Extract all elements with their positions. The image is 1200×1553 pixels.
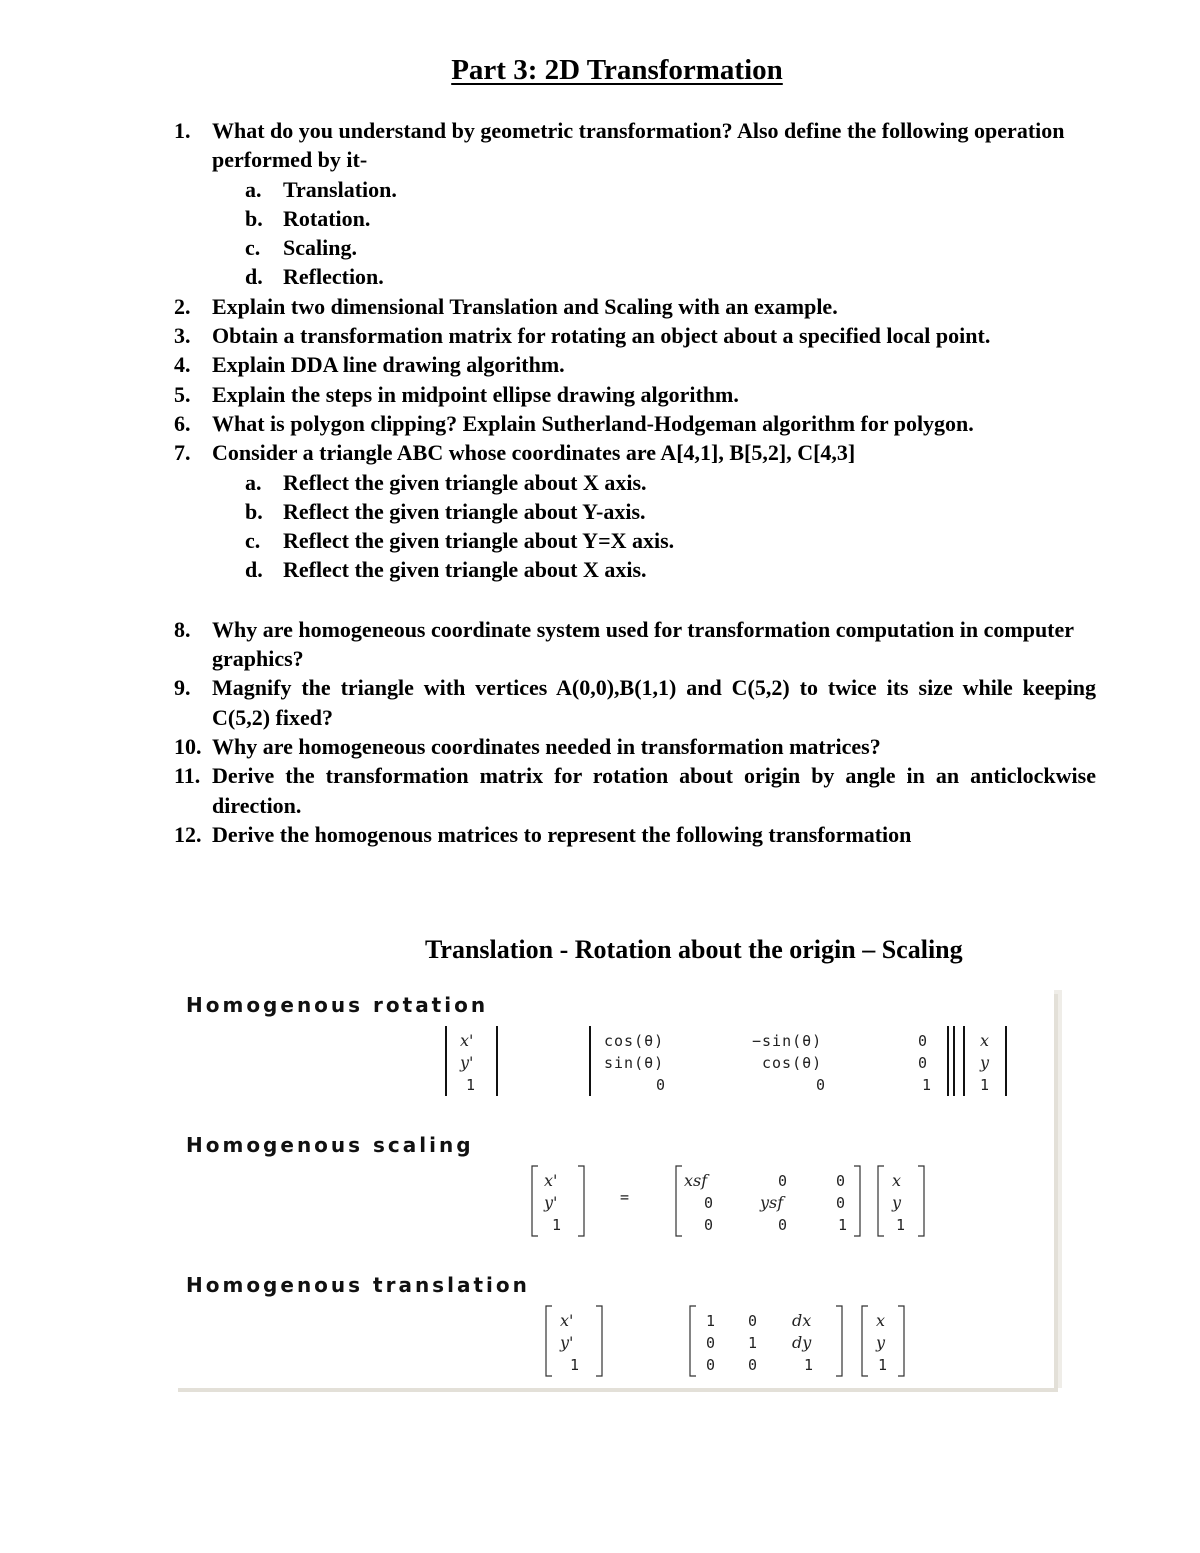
question-item <box>174 820 1096 849</box>
sub-letter: c. <box>245 528 261 554</box>
rotation-matrix-cell: −sin(θ) <box>752 1032 823 1050</box>
sub-item <box>245 468 1096 497</box>
question-number: 12. <box>174 821 202 847</box>
question-text: Consider a triangle ABC whose coordinates are A[4,1], B[5,2], C[4,3] <box>212 440 856 466</box>
translation-lhs-cell: y' <box>560 1333 574 1352</box>
sub-letter: b. <box>245 205 263 231</box>
scaling-heading: Homogenous scaling <box>186 1133 474 1157</box>
scaling-matrix-cell: 1 <box>838 1216 849 1234</box>
scaling-matrix-cell: 0 <box>836 1194 847 1212</box>
translation-matrix-cell: dy <box>792 1333 812 1352</box>
rotation-matrix-cell: 0 <box>918 1054 929 1072</box>
rotation-lhs-vector <box>446 1026 497 1096</box>
sub-item <box>245 555 1096 584</box>
scaling-matrix-cell: 0 <box>704 1216 715 1234</box>
question-text: Derive the homogenous matrices to represent the following transformation <box>212 821 912 847</box>
sub-letter: a. <box>245 469 262 495</box>
rotation-matrix-cell: 0 <box>656 1076 667 1094</box>
translation-rhs-vector <box>862 1306 904 1376</box>
page-title: Part 3: 2D Transformation <box>451 54 783 86</box>
spacer <box>174 585 1096 615</box>
rotation-rhs-cell: 1 <box>980 1076 991 1094</box>
rotation-lhs-cell: y' <box>460 1053 474 1072</box>
question-item <box>174 350 1096 379</box>
question-text: Derive the transformation matrix for rotation about origin by angle in an anticlockwise direction. <box>212 763 1096 818</box>
question-number: 8. <box>174 616 191 642</box>
translation-matrix-cell: 0 <box>748 1312 759 1330</box>
question-list <box>174 116 1096 849</box>
rotation-matrix-cell: sin(θ) <box>604 1054 665 1072</box>
scaling-lhs-cell: x' <box>544 1171 558 1190</box>
question-number: 3. <box>174 323 191 349</box>
question-number: 10. <box>174 733 202 759</box>
rotation-lhs-cell: 1 <box>466 1076 477 1094</box>
question-item <box>174 615 1096 674</box>
scaling-matrix-cell: ysf <box>760 1193 784 1212</box>
question-item <box>174 380 1096 409</box>
sub-text: Reflection. <box>283 264 384 290</box>
sub-item <box>245 233 1096 262</box>
sub-text: Reflect the given triangle about Y=X axis. <box>283 528 675 554</box>
rotation-matrix-cell: cos(θ) <box>604 1032 665 1050</box>
translation-matrix-cell: 1 <box>706 1312 717 1330</box>
rotation-heading: Homogenous rotation <box>186 993 489 1017</box>
translation-lhs-vector <box>546 1306 602 1376</box>
rotation-matrix-cell: cos(θ) <box>762 1054 823 1072</box>
rotation-matrix-cell: 0 <box>816 1076 827 1094</box>
question-number: 7. <box>174 440 191 466</box>
sub-text: Translation. <box>283 176 397 202</box>
question-number: 6. <box>174 410 191 436</box>
question-text: Explain two dimensional Translation and Scaling with an example. <box>212 293 838 319</box>
question-number: 2. <box>174 293 191 319</box>
translation-matrix-cell: 0 <box>706 1334 717 1352</box>
scaling-rhs-cell: x <box>892 1171 902 1190</box>
rotation-matrix-cell: 1 <box>922 1076 933 1094</box>
rotation-rhs-vector <box>964 1026 1006 1096</box>
translation-lhs-cell: x' <box>560 1311 574 1330</box>
question-text: Obtain a transformation matrix for rotating an object about a specified local point. <box>212 323 991 349</box>
sub-letter: d. <box>245 264 263 290</box>
matrices-svg <box>174 990 1054 1388</box>
sub-item <box>245 497 1096 526</box>
question-number: 9. <box>174 675 191 701</box>
scaling-rhs-vector <box>878 1166 924 1236</box>
question-text: Why are homogeneous coordinates needed in transformation matrices? <box>212 733 881 759</box>
question-item <box>174 732 1096 761</box>
translation-rhs-cell: x <box>876 1311 886 1330</box>
translation-matrix-cell: 1 <box>804 1356 815 1374</box>
sub-letter: d. <box>245 557 263 583</box>
scaling-operator: = <box>620 1188 631 1206</box>
question-text: Magnify the triangle with vertices A(0,0),B(1,1) and C(5,2) to twice its size while keeping C(5,2) fixed? <box>212 675 1096 730</box>
sub-letter: c. <box>245 235 261 261</box>
question-text: What do you understand by geometric transformation? Also define the following operation performed by it- <box>212 118 1065 173</box>
question-item <box>174 761 1096 820</box>
translation-rhs-cell: 1 <box>878 1356 889 1374</box>
question-item <box>174 292 1096 321</box>
question-number: 5. <box>174 381 191 407</box>
sub-item <box>245 175 1096 204</box>
question-item <box>174 409 1096 438</box>
sub-item <box>245 526 1096 555</box>
sub-letter: b. <box>245 498 263 524</box>
sub-item <box>245 204 1096 233</box>
question-item <box>174 673 1096 732</box>
scaling-lhs-cell: y' <box>544 1193 558 1212</box>
scaling-matrix-cell: 0 <box>704 1194 715 1212</box>
scaling-matrix-cell: xsf <box>684 1171 708 1190</box>
rotation-rhs-cell: x <box>980 1031 990 1050</box>
translation-matrix-cell: dx <box>792 1311 812 1330</box>
question-text: Explain DDA line drawing algorithm. <box>212 352 565 378</box>
sub-text: Reflect the given triangle about Y-axis. <box>283 498 646 524</box>
question-number: 4. <box>174 352 191 378</box>
homogenous-matrices-figure <box>174 990 1054 1388</box>
scaling-lhs-cell: 1 <box>552 1216 563 1234</box>
sub-text: Rotation. <box>283 205 371 231</box>
sub-text: Reflect the given triangle about X axis. <box>283 557 647 583</box>
question-item <box>174 438 1096 584</box>
translation-matrix-cell: 0 <box>706 1356 717 1374</box>
question-number: 1. <box>174 118 191 143</box>
question-text: Explain the steps in midpoint ellipse drawing algorithm. <box>212 381 739 407</box>
translation-rhs-cell: y <box>876 1333 886 1352</box>
rotation-lhs-cell: x' <box>460 1031 474 1050</box>
scaling-matrix <box>676 1166 860 1236</box>
sub-text: Reflect the given triangle about X axis. <box>283 469 647 495</box>
scaling-matrix-cell: 0 <box>778 1216 789 1234</box>
translation-matrix-cell: 1 <box>748 1334 759 1352</box>
transformation-subheading: Translation - Rotation about the origin – Scaling <box>425 935 963 964</box>
scaling-lhs-vector <box>532 1166 584 1236</box>
question-text: Why are homogeneous coordinate system used for transformation computation in computer graphics? <box>212 616 1074 672</box>
scaling-matrix-cell: 0 <box>836 1172 847 1190</box>
scaling-matrix-cell: 0 <box>778 1172 789 1190</box>
question-item <box>174 116 1096 292</box>
translation-heading: Homogenous translation <box>186 1273 530 1297</box>
translation-lhs-cell: 1 <box>570 1356 581 1374</box>
sub-item <box>245 262 1096 291</box>
rotation-rhs-cell: y <box>980 1053 990 1072</box>
rotation-matrix <box>590 1026 954 1096</box>
scaling-rhs-cell: y <box>892 1193 902 1212</box>
question-number: 11. <box>174 763 201 789</box>
translation-matrix-cell: 0 <box>748 1356 759 1374</box>
rotation-matrix-cell: 0 <box>918 1032 929 1050</box>
sub-text: Scaling. <box>283 235 357 261</box>
translation-matrix <box>690 1306 842 1376</box>
sub-letter: a. <box>245 176 262 202</box>
question-item <box>174 321 1096 350</box>
scaling-rhs-cell: 1 <box>896 1216 907 1234</box>
question-text: What is polygon clipping? Explain Sutherland-Hodgeman algorithm for polygon. <box>212 410 974 436</box>
